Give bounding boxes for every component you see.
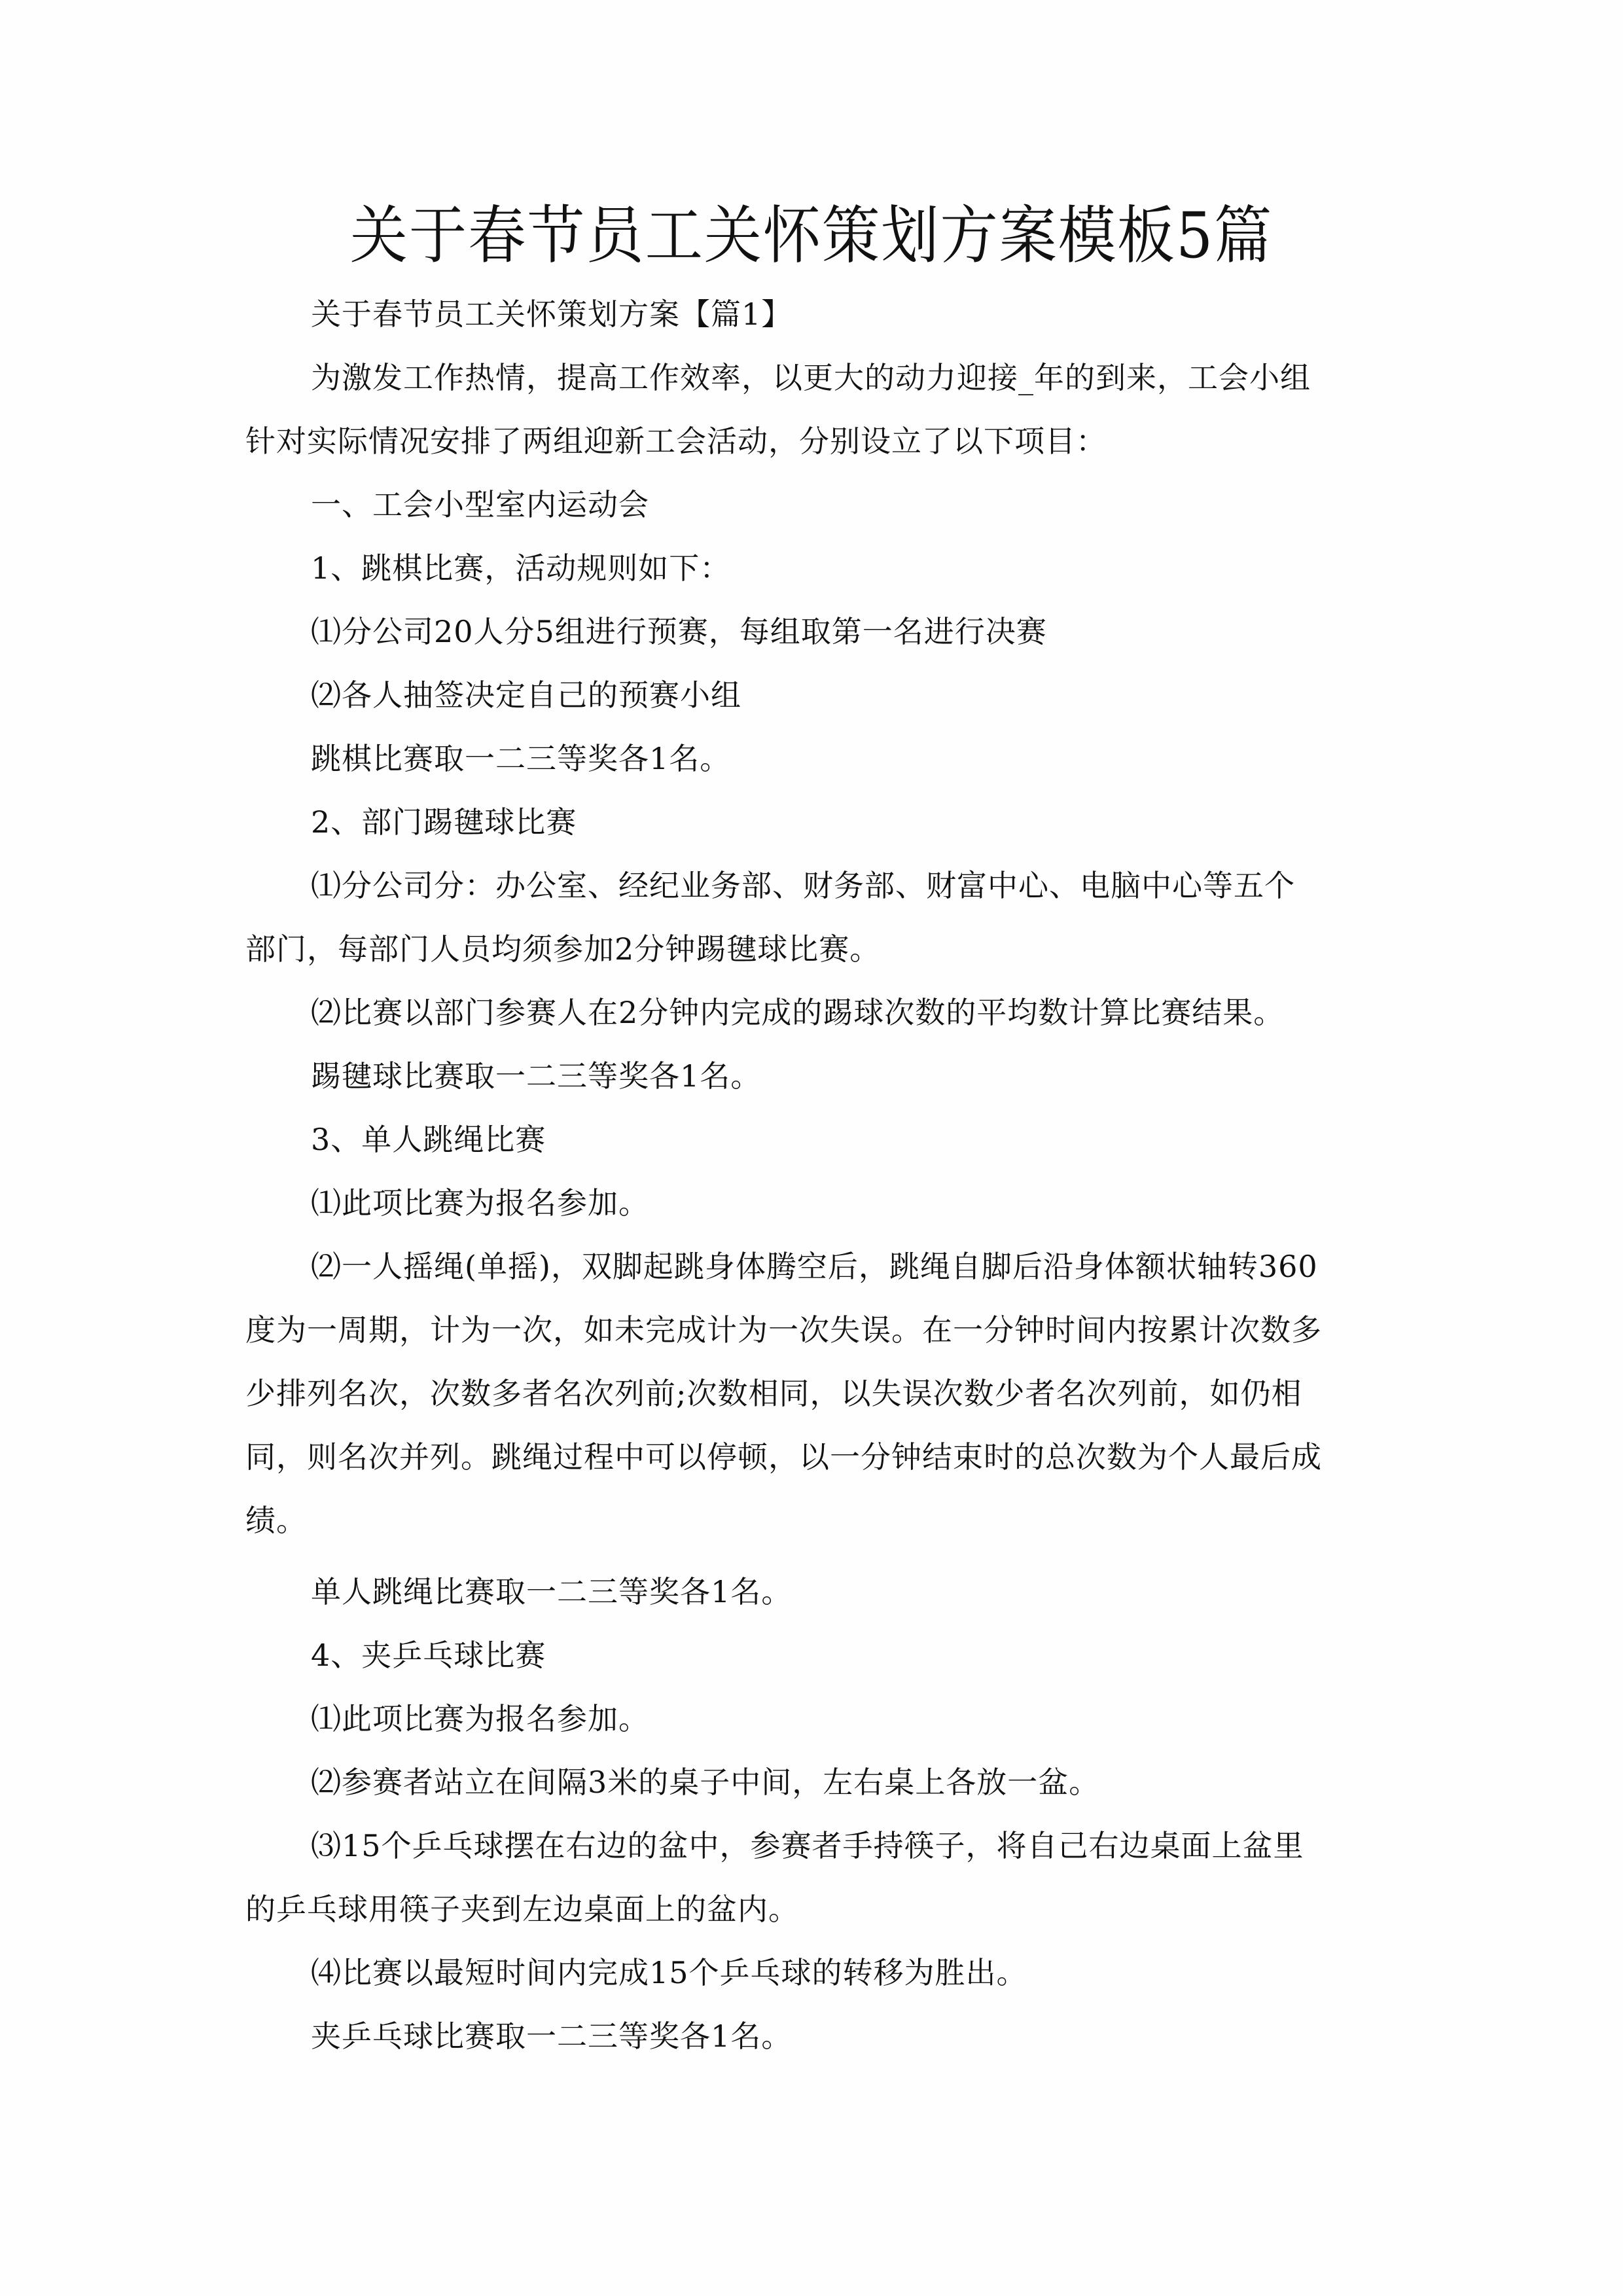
subsection-heading-ping-pong: 4、夹乒乓球比赛 [311, 1638, 546, 1673]
list-item: ⑵参赛者站立在间隔3米的桌子中间，左右桌上各放一盆。 [311, 1765, 1100, 1800]
list-item: ⑴分公司分：办公室、经纪业务部、财务部、财富中心、电脑中心等五个 [311, 868, 1295, 903]
award-line: 踢毽球比赛取一二三等奖各1名。 [311, 1058, 762, 1094]
spacer [245, 1552, 1378, 1560]
list-item: ⑷比赛以最短时间内完成15个乒乓球的转移为胜出。 [311, 1955, 1027, 1990]
list-item: ⑵比赛以部门参赛人在2分钟内完成的踢球次数的平均数计算比赛结果。 [311, 995, 1285, 1030]
subsection-heading-chess: 1、跳棋比赛，活动规则如下： [311, 550, 731, 586]
document-body [245, 283, 1378, 2068]
list-item-continuation: 的乒乓球用筷子夹到左边桌面上的盆内。 [245, 1892, 799, 1927]
list-item: ⑴此项比赛为报名参加。 [311, 1185, 649, 1221]
section-heading-part-1: 关于春节员工关怀策划方案【篇1】 [311, 296, 793, 332]
subsection-heading-rope-skipping: 3、单人跳绳比赛 [311, 1122, 546, 1157]
document-title: 关于春节员工关怀策划方案模板5篇 [349, 199, 1274, 272]
paragraph-line: 针对实际情况安排了两组迎新工会活动，分别设立了以下项目： [245, 423, 1107, 459]
list-item-continuation: 绩。 [245, 1503, 307, 1538]
list-item: ⑴此项比赛为报名参加。 [311, 1701, 649, 1736]
award-line: 跳棋比赛取一二三等奖各1名。 [311, 741, 731, 776]
list-item-continuation: 少排列名次，次数多者名次列前;次数相同，以失误次数少者名次列前，如仍相 [245, 1376, 1302, 1411]
list-item: ⑴分公司20人分5组进行预赛，每组取第一名进行决赛 [311, 614, 1047, 649]
list-item-continuation: 度为一周期，计为一次，如未完成计为一次失误。在一分钟时间内按累计次数多 [245, 1312, 1322, 1348]
award-line: 夹乒乓球比赛取一二三等奖各1名。 [311, 2018, 793, 2054]
section-heading: 一、工会小型室内运动会 [311, 487, 649, 522]
award-line: 单人跳绳比赛取一二三等奖各1名。 [311, 1574, 793, 1609]
list-item: ⑶15个乒乓球摆在右边的盆中，参赛者手持筷子，将自己右边桌面上盆里 [311, 1828, 1304, 1863]
subsection-heading-shuttlecock: 2、部门踢毽球比赛 [311, 804, 577, 840]
list-item: ⑵各人抽签决定自己的预赛小组 [311, 677, 741, 713]
paragraph-line: 为激发工作热情，提高工作效率，以更大的动力迎接_年的到来，工会小组 [311, 360, 1311, 395]
list-item-continuation: 同，则名次并列。跳绳过程中可以停顿，以一分钟结束时的总次数为个人最后成 [245, 1439, 1322, 1475]
list-item: ⑵一人摇绳(单摇)，双脚起跳身体腾空后，跳绳自脚后沿身体额状轴转360 [311, 1249, 1318, 1284]
list-item-continuation: 部门，每部门人员均须参加2分钟踢毽球比赛。 [245, 931, 881, 967]
